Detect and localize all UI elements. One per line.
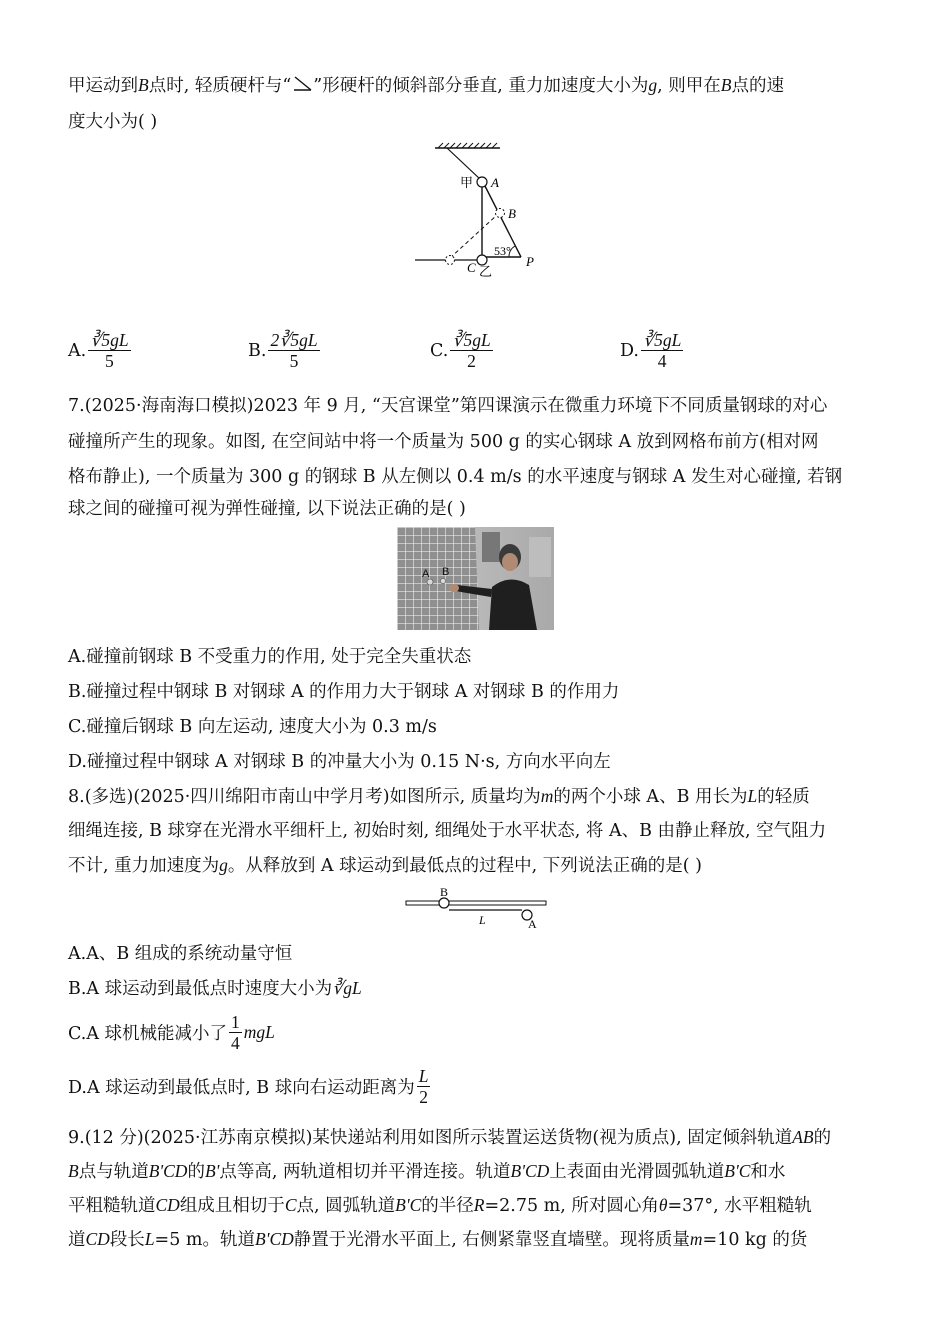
q6-option-d[interactable]: D. $\frac{∛5gL}{4}$: [620, 330, 682, 371]
q7-option-b[interactable]: B.碰撞过程中钢球 B 对钢球 A 的作用力大于钢球 A 对钢球 B 的作用力: [68, 682, 620, 702]
photo-label-a: A: [422, 568, 430, 580]
q6-option-a[interactable]: A. $\frac{∛5gL}{5}$: [68, 330, 129, 371]
label-jia: 甲: [460, 176, 474, 191]
label-a: A: [491, 175, 499, 190]
q7-stem-line-4: 球之间的碰撞可视为弹性碰撞, 以下说法正确的是( ): [68, 499, 466, 519]
q7-option-d[interactable]: D.碰撞过程中钢球 A 对钢球 B 的冲量大小为 0.15 N·s, 方向水平向左: [68, 752, 611, 772]
q8-option-b[interactable]: B.A 球运动到最低点时速度大小为∛gL: [68, 978, 362, 999]
q7-stem-line-3: 格布静止), 一个质量为 300 g 的钢球 B 从左侧以 0.4 m/s 的水平速度与钢球 A 发生对心碰撞, 若钢: [68, 467, 843, 487]
q8-stem-line-3: 不计, 重力加速度为g。从释放到 A 球运动到最低点的过程中, 下列说法正确的是( ): [68, 855, 702, 876]
q6-stem-line-2: 度大小为( ): [68, 112, 158, 132]
rod-shape-icon: [291, 75, 313, 93]
q8-stem-line-1: 8.(多选)(2025·四川绵阳市南山中学月考)如图所示, 质量均为m的两个小球 A、B 用长为L的轻质: [68, 786, 810, 807]
q8-option-a[interactable]: A.A、B 组成的系统动量守恒: [68, 944, 293, 964]
q9-stem-line-2: B点与轨道B'CD的B'点等高, 两轨道相切并平滑连接。轨道B'CD上表面由光滑圆弧轨道B'C和水: [68, 1161, 786, 1182]
q8-stem-line-2: 细绳连接, B 球穿在光滑水平细杆上, 初始时刻, 细绳处于水平状态, 将 A、B 由静止释放, 空气阻力: [68, 821, 827, 841]
q7-space-station-photo: [397, 527, 554, 630]
label-b: B: [508, 206, 516, 221]
fig-label-a: A: [528, 917, 537, 928]
q9-stem-line-4: 道CD段长L=5 m。轨道B'CD静置于光滑水平面上, 右侧紧靠竖直墙壁。现将质量m=10 kg 的货: [68, 1229, 808, 1250]
q8-option-c[interactable]: C.A 球机械能减小了 $\frac{1}{4}$ mgL: [68, 1012, 275, 1053]
q6-option-b[interactable]: B. $\frac{2∛5gL}{5}$: [248, 330, 318, 371]
q6-rod-figure: [405, 140, 550, 280]
q6-stem-line-1: 甲运动到B点时, 轻质硬杆与“ ”形硬杆的倾斜部分垂直, 重力加速度大小为g, 则甲在B点的速: [68, 75, 784, 96]
label-p: P: [526, 254, 534, 269]
q6-option-c[interactable]: C. $\frac{∛5gL}{2}$: [430, 330, 491, 371]
label-angle: 53°: [494, 244, 511, 258]
photo-label-b: B: [442, 566, 450, 578]
q7-option-c[interactable]: C.碰撞后钢球 B 向左运动, 速度大小为 0.3 m/s: [68, 717, 437, 737]
q8-rod-figure: [404, 883, 554, 928]
q7-stem-line-1: 7.(2025·海南海口模拟)2023 年 9 月, “天宫课堂”第四课演示在微重力环境下不同质量钢球的对心: [68, 396, 828, 416]
fig-label-l: L: [479, 913, 486, 927]
q7-option-a[interactable]: A.碰撞前钢球 B 不受重力的作用, 处于完全失重状态: [68, 647, 472, 667]
q8-option-d[interactable]: D.A 球运动到最低点时, B 球向右运动距离为 $\frac{L}{2}$: [68, 1066, 429, 1107]
q7-stem-line-2: 碰撞所产生的现象。如图, 在空间站中将一个质量为 500 g 的实心钢球 A 放到网格布前方(相对网: [68, 432, 819, 452]
q9-stem-line-3: 平粗糙轨道CD组成且相切于C点, 圆弧轨道B'C的半径R=2.75 m, 所对圆心角θ=37°, 水平粗糙轨: [68, 1195, 812, 1216]
label-yi: 乙: [479, 265, 493, 280]
label-c: C: [467, 260, 476, 275]
fig-label-b: B: [440, 885, 449, 899]
q9-stem-line-1: 9.(12 分)(2025·江苏南京模拟)某快递站利用如图所示装置运送货物(视为质点), 固定倾斜轨道AB的: [68, 1127, 832, 1148]
